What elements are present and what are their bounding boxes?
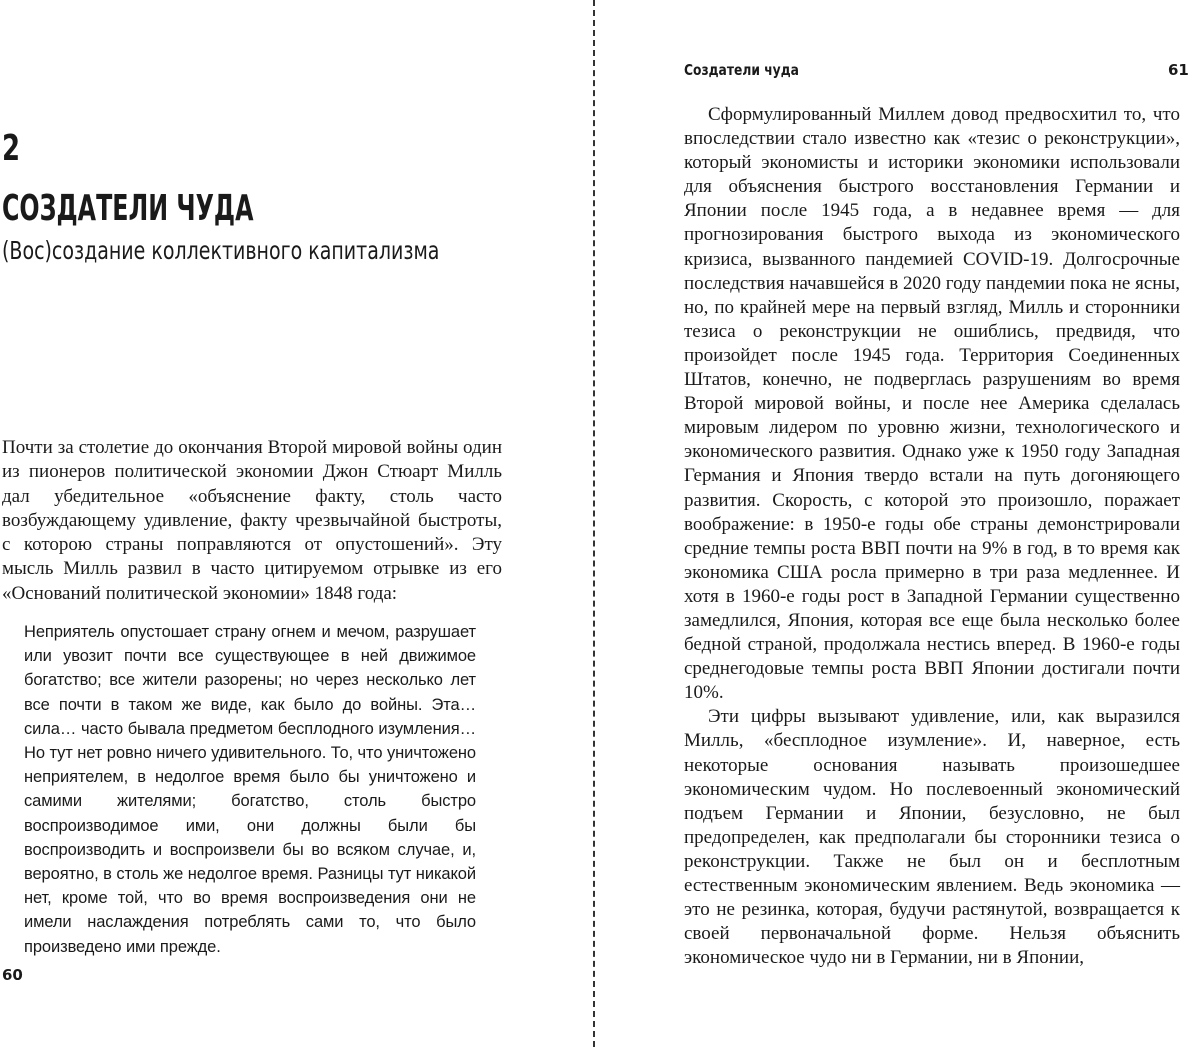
quote-text: Неприятель опустошает страну огнем и мечом, разрушает или увозит почти все существующее в ней движимое богатство; все жители разорены; но через несколько лет все почти в таком же виде, как было до войны. Эта… сила… часто бывала предметом бесплодного изумления… Но тут нет ровно ничего удивительного. То, что уничтожено неприятелем, в недолгое время было бы уничтожено и самими жителями; богатство, столь быстро воспроизводимое ими, они должны были бы воспроизводить и воспроизвели бы во всяком случае, и, вероятно, в столь же недолгое время. Разницы тут никакой нет, кроме той, что во время воспроизведения они не имели наслаждения потреблять сами то, что было произведено ими прежде. (24, 623, 476, 956)
body-paragraph: Эти цифры вызывают удивление, или, как выразился Милль, «бесплодное изумление». И, наверное, есть некоторые основания называть произошедшее экономическим чудом. Но послевоенный экономический подъем Германии и Японии, безусловно, не был предопределен, как предполагали бы сторонники тезиса о реконструкции. Также не был он и бесплотным естественным экономическим явлением. Ведь экономика — это не резинка, которая, будучи растянутой, возвращается к своей первоначальной форме. Нельзя объяснить экономическое чудо ни в Германии, ни в Японии, (684, 706, 1180, 969)
chapter-title: СОЗДАТЕЛИ ЧУДА (2, 188, 254, 229)
right-page (596, 0, 1189, 1047)
page-number-right: 61 (1168, 61, 1189, 79)
body-paragraph: Сформулированный Миллем довод предвосхитил то, что впоследствии стало известно как «тезис о реконструкции», который экономисты и историки экономики использовали для объяснения быстрого восстановления Германии и Японии после 1945 года, а в недавнее время — для прогнозирования быстрого выхода из экономического кризиса, вызванного пандемией COVID-19. Долгосрочные последствия начавшейся в 2020 году пандемии пока не ясны, но, по крайней мере на первый взгляд, Милль и сторонники тезиса о реконструкции не ошиблись, предвидя, что произойдет после 1945 года. Территория Соединенных Штатов, конечно, не подверглась разрушениям во время Второй мировой войны, и после нее Америка сделалась мировым лидером по уровню жизни, технологического и экономического развития. Однако уже к 1950 году Западная Германия и Япония твердо встали на путь догоняющего развития. Скорость, с которой это произошло, поражает воображение: в 1950-е годы обе страны демонстрировали средние темпы роста ВВП почти на 9% в год, в то время как экономика США росла примерно в три раза медленнее. И хотя в 1960-е годы рост в Западной Германии существенно замедлился, Япония, которая все еще была несколько более бедной страной, продолжала нестись вперед. В 1960-е годы среднегодовые темпы роста ВВП Японии достигали почти 10%. (684, 104, 1180, 704)
right-body-text (684, 103, 1180, 970)
left-body-text (2, 436, 502, 606)
page-number-left: 60 (2, 966, 23, 984)
block-quote (24, 620, 476, 959)
chapter-number: 2 (2, 128, 21, 169)
chapter-subtitle: (Вос)создание коллективного капитализма (2, 236, 440, 265)
page-divider (593, 0, 595, 1047)
running-head: Создатели чуда (684, 61, 799, 79)
intro-paragraph: Почти за столетие до окончания Второй мировой войны один из пионеров политической экономии Джон Стюарт Милль дал убедительное «объяснение факту, столь часто возбуждающему удивление, факту чрезвычайной быстроты, с которою страны поправляются от опустошений». Эту мысль Милль развил в часто цитируемом отрывке из его «Оснований политической экономии» 1848 года: (2, 437, 502, 604)
